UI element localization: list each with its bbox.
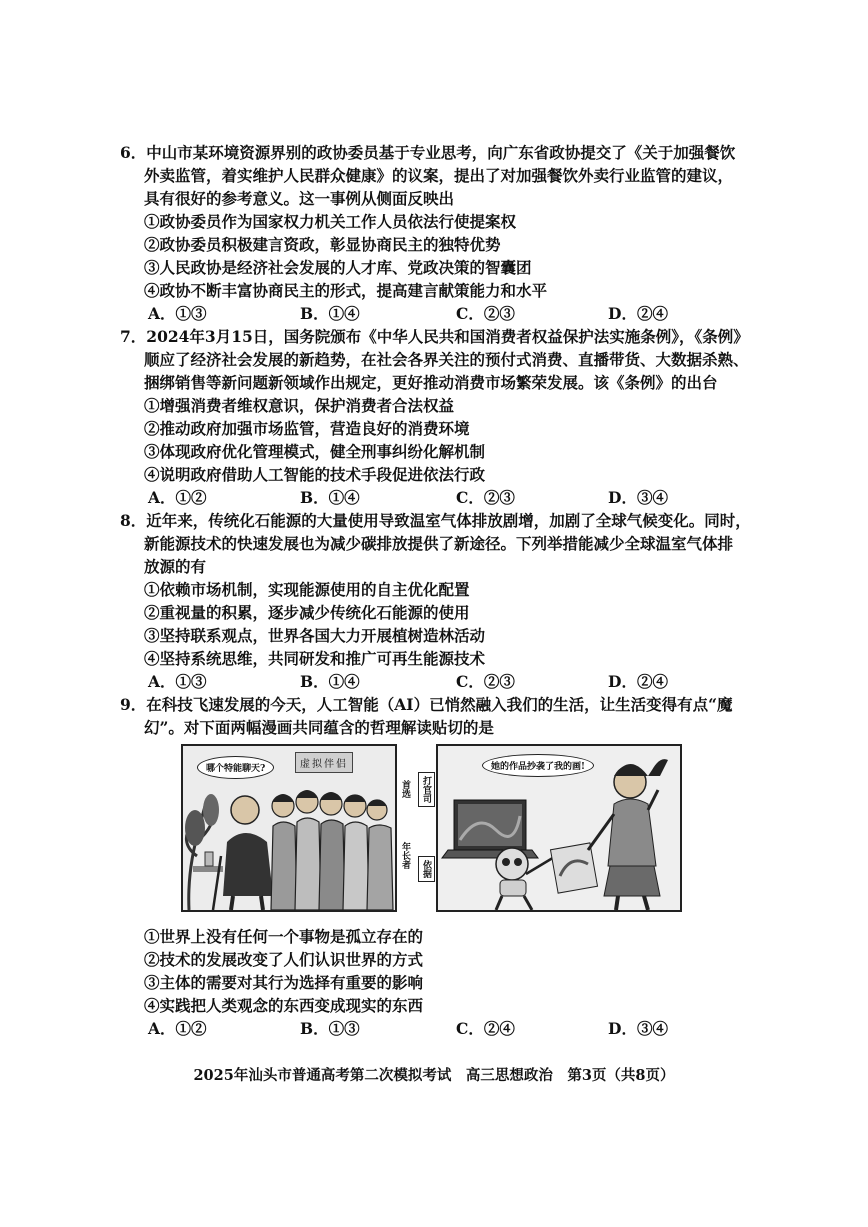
q9-option-2: ②技术的发展改变了人们认识世界的方式: [144, 950, 424, 969]
q8-choices: [120, 670, 760, 693]
q9-choice-d[interactable]: D．③④: [608, 1019, 668, 1038]
q6-option-1: ①政协委员作为国家权力机关工作人员依法行使提案权: [144, 212, 517, 231]
q8-option-1: ①依赖市场机制，实现能源使用的自主优化配置: [144, 580, 470, 599]
q8-option-4: ④坚持系统思维，共同研发和推广可再生能源技术: [144, 649, 486, 668]
q7-option-1: ①增强消费者维权意识，保护消费者合法权益: [144, 396, 455, 415]
q8-choice-d[interactable]: D．②④: [608, 672, 668, 691]
q6-choice-d[interactable]: D．②④: [608, 304, 668, 323]
q6-option-2: ②政协委员积极建言资政，彰显协商民主的独特优势: [144, 235, 501, 254]
question-8: [120, 509, 760, 693]
q8-choice-b[interactable]: B．①④: [300, 672, 360, 691]
question-7: [120, 325, 760, 509]
cartoon-right: [436, 744, 682, 912]
q9-choice-b[interactable]: B．①③: [300, 1019, 360, 1038]
q8-option-3: ③坚持联系观点，世界各国大力开展植树造林活动: [144, 626, 486, 645]
cartoon-left: [181, 744, 397, 912]
virtual-companion-sign: 虚拟伴侣: [295, 752, 353, 773]
q8-line-1: 8．近年来，传统化石能源的大量使用导致温室气体排放剧增，加剧了全球气候变化。同时，: [120, 511, 751, 530]
q7-choice-a[interactable]: A．①②: [148, 488, 207, 507]
q7-choice-b[interactable]: B．①④: [300, 488, 360, 507]
q6-choice-c[interactable]: C．②③: [456, 304, 515, 323]
q6-choice-b[interactable]: B．①④: [300, 304, 360, 323]
label-lawsuit: 打官司: [418, 772, 435, 807]
q9-line-1: 9．在科技飞速发展的今天，人工智能（AI）已悄然融入我们的生活，让生活变得有点“魔: [120, 695, 733, 714]
q6-line-1: 6．中山市某环境资源界别的政协委员基于专业思考，向广东省政协提交了《关于加强餐饮: [120, 143, 736, 162]
q6-choice-a[interactable]: A．①③: [148, 304, 207, 323]
q9-choices: [120, 1017, 760, 1040]
label-elderly: 年长者: [400, 842, 410, 869]
q8-line-3: 放源的有: [144, 557, 207, 576]
q8-choice-c[interactable]: C．②③: [456, 672, 515, 691]
q9-line-2: 幻”。对下面两幅漫画共同蕴含的哲理解读贴切的是: [144, 718, 494, 737]
q7-option-3: ③体现政府优化管理模式，健全刑事纠纷化解机制: [144, 442, 486, 461]
q6-option-3: ③人民政协是经济社会发展的人才库、党政决策的智囊团: [144, 258, 532, 277]
q7-line-3: 捆绑销售等新问题新领域作出规定，更好推动消费市场繁荣发展。该《条例》的出台: [144, 373, 718, 392]
q7-option-4: ④说明政府借助人工智能的技术手段促进依法行政: [144, 465, 486, 484]
question-6: [120, 141, 760, 325]
q9-option-3: ③主体的需要对其行为选择有重要的影响: [144, 973, 424, 992]
q7-choice-c[interactable]: C．②③: [456, 488, 515, 507]
question-9: [120, 693, 760, 739]
q7-choices: [120, 486, 760, 509]
q9-option-1: ①世界上没有任何一个事物是孤立存在的: [144, 927, 424, 946]
q7-option-2: ②推动政府加强市场监管，营造良好的消费环境: [144, 419, 470, 438]
q6-option-4: ④政协不断丰富协商民主的形式，提高建言献策能力和水平: [144, 281, 548, 300]
q6-line-3: 具有很好的参考意义。这一事例从侧面反映出: [144, 189, 455, 208]
question-9-options: [120, 925, 760, 1040]
q8-line-2: 新能源技术的快速发展也为减少碳排放提供了新途径。下列举措能减少全球温室气体排: [144, 534, 734, 553]
q7-line-2: 顺应了经济社会发展的新趋势，在社会各界关注的预付式消费、直播带货、大数据杀熟、: [144, 350, 749, 369]
q9-choice-c[interactable]: C．②④: [456, 1019, 515, 1038]
page-footer: 2025年汕头市普通高考第二次模拟考试 高三思想政治 第3页（共8页）: [193, 1067, 675, 1084]
speech-bubble-right: 她的作品抄袭了我的画!: [482, 754, 594, 777]
label-first-choice: 首选: [400, 780, 410, 798]
q8-option-2: ②重视量的积累，逐步减少传统化石能源的使用: [144, 603, 470, 622]
q7-line-1: 7．2024年3月15日，国务院颁布《中华人民共和国消费者权益保护法实施条例》，《条例》: [120, 327, 749, 346]
q6-line-2: 外卖监管，着实维护人民群众健康》的议案，提出了对加强餐饮外卖行业监管的建议，: [144, 166, 734, 185]
q9-option-4: ④实践把人类观念的东西变成现实的东西: [144, 996, 424, 1015]
speech-bubble-left: 哪个特能聊天?: [197, 756, 274, 779]
q7-choice-d[interactable]: D．③④: [608, 488, 668, 507]
q6-choices: [120, 302, 760, 325]
q9-choice-a[interactable]: A．①②: [148, 1019, 207, 1038]
q8-choice-a[interactable]: A．①③: [148, 672, 207, 691]
label-evidence: 依据: [418, 856, 435, 882]
